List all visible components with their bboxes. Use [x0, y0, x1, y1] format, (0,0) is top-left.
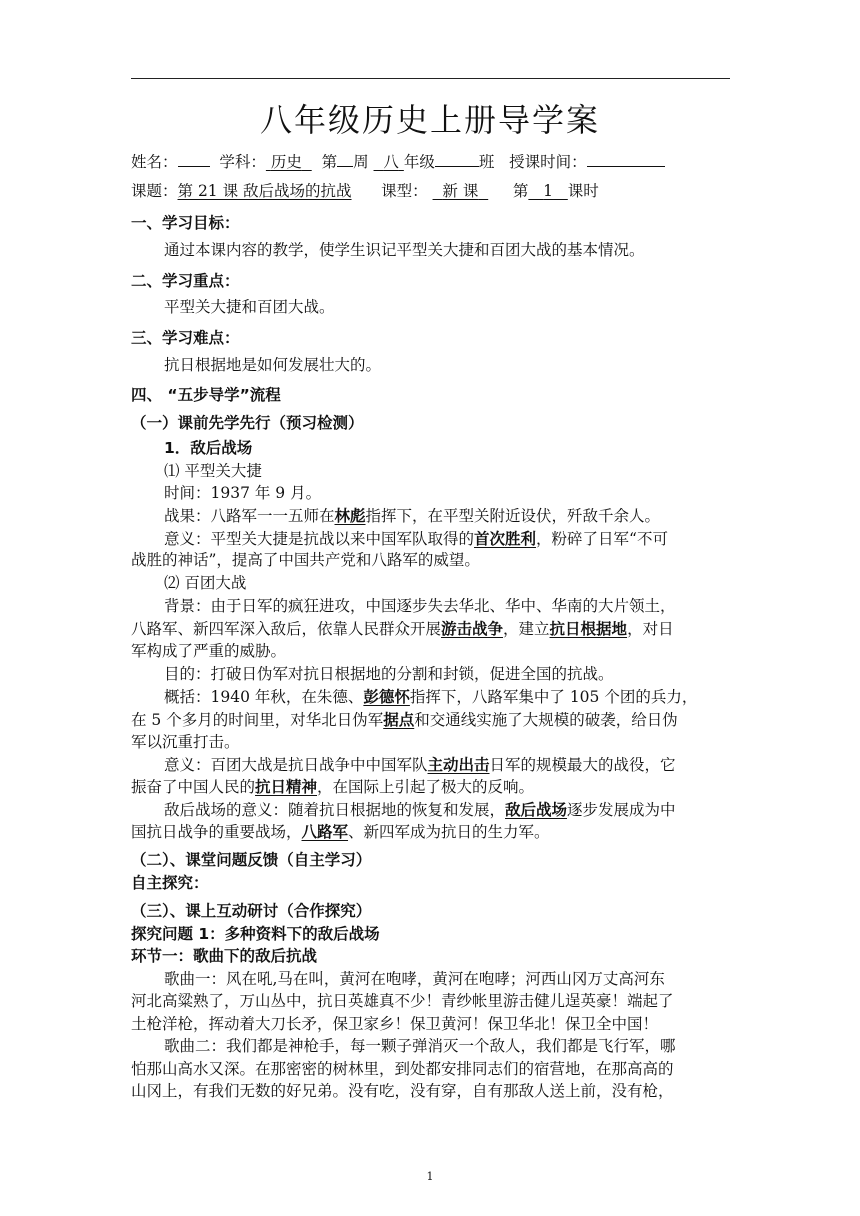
- time-label: 授课时间：: [509, 153, 587, 171]
- paragraph: 意义：百团大战是抗日战争中中国军队主动出击日军的规模最大的战役，它: [164, 755, 676, 774]
- type-value: 新 课: [442, 182, 479, 200]
- paragraph: 土枪洋枪，挥动着大刀长矛，保卫家乡！保卫黄河！保卫华北！保卫全中国！: [131, 1015, 659, 1033]
- paragraph: 敌后战场的意义：随着抗日根据地的恢复和发展，敌后战场逐步发展成为中: [164, 800, 676, 819]
- week-blank: [337, 151, 353, 167]
- header-rule: [131, 78, 730, 79]
- time-blank: [587, 151, 665, 167]
- paragraph: 通过本课内容的教学，使学生识记平型关大捷和百团大战的基本情况。: [164, 241, 645, 259]
- paragraph: 歌曲一：风在吼,马在叫，黄河在咆哮，黄河在咆哮；河西山冈万丈高河东: [164, 970, 665, 988]
- class-blank: [435, 151, 479, 167]
- key-term: 据点: [383, 710, 415, 729]
- grade-value: 八: [383, 153, 399, 171]
- topic-label: 课题：: [131, 182, 178, 200]
- section-heading: 三、学习难点：: [131, 329, 240, 347]
- section-heading: 四、 “五步导学”流程: [131, 386, 281, 404]
- period-label-a: 第: [512, 182, 529, 200]
- section-heading: 一、学习目标：: [131, 214, 240, 232]
- page-title: 八年级历史上册导学案: [259, 101, 600, 139]
- paragraph: 河北高粱熟了，万山丛中，抗日英雄真不少！青纱帐里游击健儿逞英豪！端起了: [131, 992, 674, 1010]
- key-term: 彭德怀: [363, 687, 410, 706]
- header-topic-row: [131, 181, 599, 201]
- paragraph: 军构成了严重的威胁。: [131, 642, 287, 660]
- name-blank: [178, 151, 210, 167]
- key-term: 首次胜利: [474, 529, 537, 548]
- paragraph: 山冈上，有我们无数的好兄弟。没有吃，没有穿，自有那敌人送上前，没有枪，: [131, 1082, 674, 1100]
- page-number: 1: [426, 1170, 434, 1183]
- item-heading: ⑵ 百团大战: [164, 574, 247, 592]
- paragraph: 八路军、新四军深入敌后，依靠人民群众开展游击战争，建立抗日根据地，对日: [131, 619, 674, 638]
- paragraph: 怕那山高水又深。在那密密的树林里，到处都安排同志们的宿营地，在那高高的: [131, 1060, 674, 1078]
- paragraph: 平型关大捷和百团大战。: [164, 298, 335, 316]
- section-heading: 二、学习重点：: [131, 272, 240, 290]
- key-term: 敌后战场: [505, 800, 568, 819]
- paragraph: 时间：1937 年 9 月。: [164, 484, 322, 502]
- name-label: 姓名：: [131, 153, 178, 171]
- class-label: 班: [478, 153, 495, 171]
- week-label-b: 周: [353, 153, 369, 171]
- type-label: 课型：: [381, 182, 428, 200]
- paragraph: 意义：平型关大捷是抗战以来中国军队取得的首次胜利，粉碎了日军“不可: [164, 529, 668, 548]
- period-label-b: 课时: [567, 182, 599, 200]
- key-term: 抗日精神: [255, 777, 318, 796]
- key-term: 主动出击: [427, 755, 490, 774]
- paragraph: 抗日根据地是如何发展壮大的。: [164, 356, 382, 374]
- subsection-heading: （三）、课上互动研讨（合作探究）: [131, 902, 372, 920]
- subsection-heading: 1．敌后战场: [164, 439, 253, 457]
- question-heading: 探究问题 1：多种资料下的敌后战场: [131, 925, 380, 943]
- paragraph: 军以沉重打击。: [131, 733, 240, 751]
- subsection-heading: （一）课前先学先行（预习检测）: [131, 414, 364, 432]
- week-label-a: 第: [321, 153, 338, 171]
- key-term: 林彪: [334, 506, 366, 525]
- paragraph: 在 5 个多月的时间里，对华北日伪军据点和交通线实施了大规模的破袭，给日伪: [131, 710, 678, 729]
- paragraph: 歌曲二：我们都是神枪手，每一颗子弹消灭一个敌人，我们都是飞行军，哪: [164, 1037, 676, 1055]
- grade-label: 年级: [403, 153, 435, 171]
- subject-label: 学科：: [219, 153, 266, 171]
- header-info-row: [131, 151, 665, 172]
- item-heading: ⑴ 平型关大捷: [164, 462, 262, 480]
- key-term: 抗日根据地: [549, 619, 628, 638]
- subsection-heading: （二）、课堂问题反馈（自主学习）: [131, 851, 372, 869]
- paragraph: 国抗日战争的重要战场，八路军、新四军成为抗日的生力军。: [131, 822, 550, 841]
- subject-value: 历史: [270, 153, 302, 171]
- key-term: 游击战争: [441, 619, 504, 638]
- question-heading: 环节一：歌曲下的敌后抗战: [131, 947, 318, 965]
- subsection-heading: 自主探究：: [131, 874, 209, 892]
- paragraph: 战胜的神话”，提高了中国共产党和八路军的威望。: [131, 551, 480, 569]
- key-term: 八路军: [301, 822, 349, 841]
- paragraph: 背景：由于日军的疯狂进攻，中国逐步失去华北、华中、华南的大片领土，: [164, 597, 676, 615]
- paragraph: 振奋了中国人民的抗日精神，在国际上引起了极大的反响。: [131, 777, 535, 796]
- paragraph: 概括：1940 年秋，在朱德、彭德怀指挥下，八路军集中了 105 个团的兵力，: [164, 687, 698, 706]
- period-value: 1: [543, 182, 554, 200]
- paragraph: 战果：八路军一一五师在林彪指挥下，在平型关附近设伏，歼敌千余人。: [164, 506, 661, 525]
- paragraph: 目的：打破日伪军对抗日根据地的分割和封锁，促进全国的抗战。: [164, 665, 614, 683]
- topic-value: 第 21 课 敌后战场的抗战: [177, 182, 352, 200]
